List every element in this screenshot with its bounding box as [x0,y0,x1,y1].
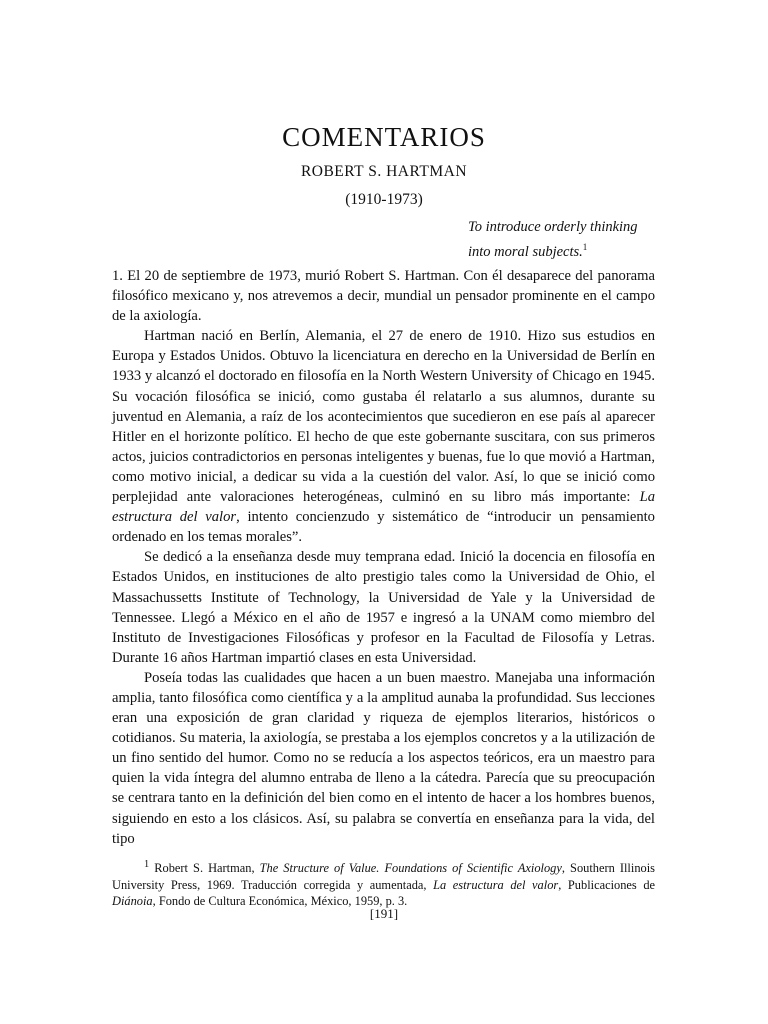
paragraph-3: Se dedicó a la enseñanza desde muy temprana edad. Inició la docencia en filosofía en Estados Unidos, en instituciones de alto prestigio tales como la Universidad de Ohio, el Massachussetts Institute of Technology, la Universidad de Yale y la Universidad de Tennessee. Llegó a México en el año de 1957 e ingresó a la UNAM como miembro del Instituto de Investigaciones Filosóficas y profesor en la Facultad de Filosofía y Letras. Durante 16 años Hartman impartió clases en esta Universidad. [112,549,655,666]
epigraph-footnote-ref: 1 [582,242,588,252]
footnote-title-1: The Structure of Value. Foundations of Scientific Axiology [259,861,562,876]
footnote-marker: 1 [144,859,150,870]
book-title: La estructura del valor [112,489,655,526]
footnote [112,857,655,910]
footnote-title-2: La estructura del valor [433,877,559,892]
epigraph-line-2: into moral subjects. [468,243,583,260]
epigraph-line-1: To introduce orderly thinking [468,219,638,235]
footnote-author: Robert S. Hartman, [149,861,260,876]
footnote-text-mid: , Southern Illinois University Press, 1969. Traducción corregida y aumentada, [112,861,655,892]
paragraph-2 [112,326,655,547]
paragraph-4: Poseía todas las cualidades que hacen a un buen maestro. Manejaba una información amplia, tanto filosófica como científica y a la amplitud aunaba la profundidad. Sus lecciones eran una exposición de gran claridad y riqueza de ejemplos literarios, históricos o cotidianos. Su materia, la axiología, se prestaba a los ejemplos concretos y a la utilización de un fino sentido del humor. Como no se reducía a los aspectos teóricos, era un maestro para quien la vida íntegra del alumno entraba de lleno a la cátedra. Parecía que su preocupación se centrara tanto en la definición del bien como en el intento de hacer a los hombres buenos, siguiendo en esto a los clásicos. Así, su palabra se convertía en enseñanza para la vida, del tipo [112,669,655,847]
footnote-1 [112,857,655,910]
footnote-text-end: , Fondo de Cultura Económica, México, 1959, p. 3. [152,894,408,909]
paragraph-2-text-a: Hartman nació en Berlín, Alemania, el 27 de enero de 1910. Hizo sus estudios en Europa y Estados Unidos. Obtuvo la licenciatura en derecho en la Universidad de Berlín en 1933 y alcanzó el doctorado en filosofía en la North Western University of Chicago en 1945. Su vocación filosófica se inició, como gustaba él relatarlo a sus alumnos, durante su juventud en Alemania, a raíz de los acontecimientos que sucedieron en ese país al aparecer Hitler en el horizonte político. El hecho de que este gobernante suscitara, con sus primeros actos, juicios contradictorios en personas inteligentes y buenas, fue lo que movió a Hartman, como motivo inicial, a dedicar su vida a la cuestión del valor. Así, lo que se inició como perplejidad ante valoraciones heterogéneas, culminó en su libro más importante: [112,328,655,506]
article-body [112,266,655,849]
page-number: [191] [369,906,399,921]
section-title: COMENTARIOS [282,122,486,152]
epigraph [468,217,698,262]
paragraph-1: 1. El 20 de septiembre de 1973, murió Robert S. Hartman. Con él desaparece del panorama filosófico mexicano y, nos atrevemos a decir, mundial un pensador prominente en el campo de la axiología. [112,268,655,325]
paragraph-2-text-b: , intento concienzudo y sistemático de “introducir un pensamiento ordenado en los temas morales”. [112,509,655,546]
footnote-journal: Diánoia [112,894,153,909]
author-name: ROBERT S. HARTMAN [300,163,468,180]
author-years: (1910-1973) [345,191,423,208]
footnote-text-mid-2: , Publicaciones de [558,877,656,892]
